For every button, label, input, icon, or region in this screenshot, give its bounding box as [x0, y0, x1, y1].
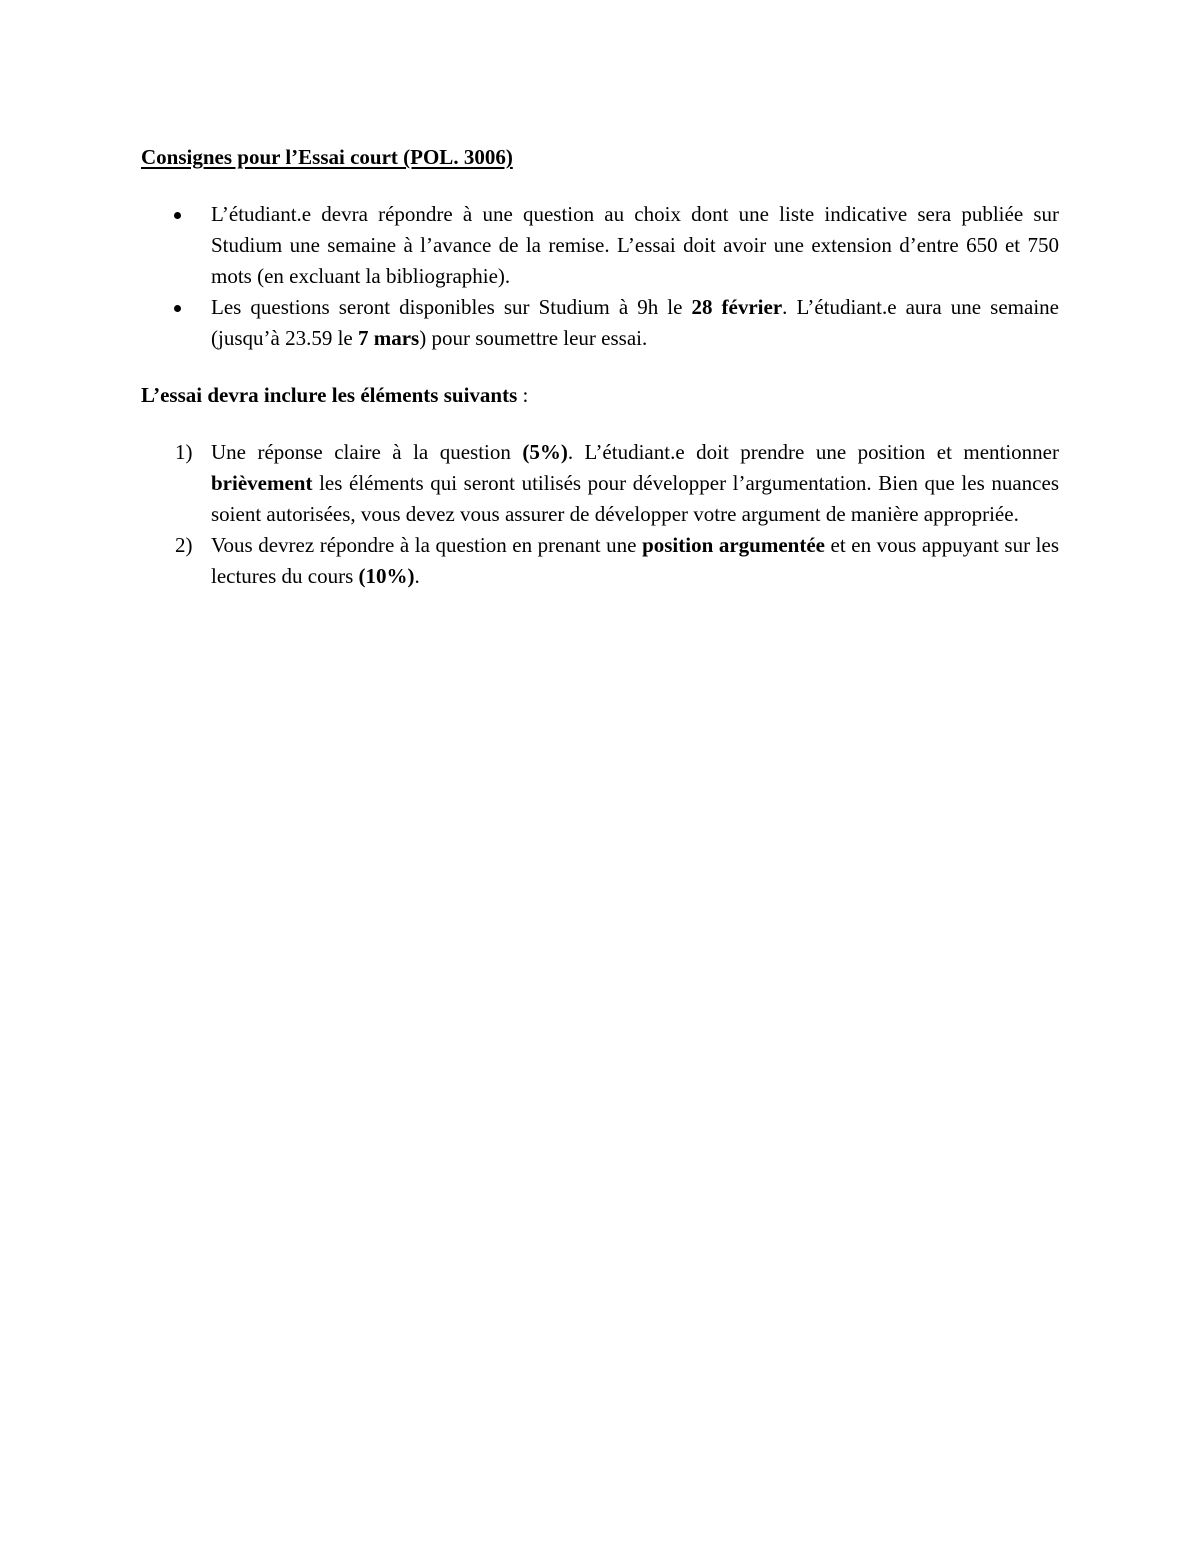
bullet-dot-icon [174, 305, 181, 312]
bullet-text: ) pour soumettre leur essai. [419, 326, 648, 350]
bullet-text: L’étudiant.e devra répondre à une question au choix dont une liste indicative sera publiée sur Studium une semaine à l’avance de la remise. L’essai doit avoir une extension d’entre 650 et 750 mots (en excluant la bibliographie). [211, 202, 1059, 288]
bullet-text: . L’étudiant.e aura une semaine (jusqu’à 23.59 le [211, 295, 1059, 350]
numbered-bold: (10%) [358, 564, 415, 588]
numbered-bold: brièvement [211, 471, 313, 495]
instructions-bullet-list [141, 199, 1059, 354]
numbered-text: Une réponse claire à la question [211, 440, 523, 464]
numbered-text: les éléments qui seront utilisés pour développer l’argumentation. Bien que les nuances soient autorisées, vous devez vous assurer de développer votre argument de manière appropriée. [211, 471, 1059, 526]
section-heading [141, 380, 1059, 411]
list-number: 2) [175, 533, 193, 557]
numbered-item [141, 437, 1059, 530]
numbered-text: . [414, 564, 420, 588]
bullet-bold-date: 28 février [691, 295, 783, 319]
numbered-item [141, 530, 1059, 592]
bullet-text: Les questions seront disponibles sur Studium à 9h le [211, 295, 692, 319]
bullet-item [141, 199, 1059, 292]
section-heading-bold: L’essai devra inclure les éléments suivants [141, 383, 518, 407]
bullet-bold-date: 7 mars [357, 326, 420, 350]
bullet-dot-icon [174, 212, 181, 219]
elements-numbered-list [141, 437, 1059, 592]
numbered-text: . L’étudiant.e doit prendre une position et mentionner [567, 440, 1059, 464]
section-heading-suffix: : [517, 383, 529, 407]
document-title: Consignes pour l’Essai court (POL. 3006) [141, 145, 513, 169]
list-number: 1) [175, 440, 193, 464]
numbered-text: et en vous appuyant sur les lectures du cours [211, 533, 1059, 588]
document-content [141, 142, 1059, 592]
bullet-item [141, 292, 1059, 354]
numbered-bold: (5%) [522, 440, 568, 464]
numbered-bold: position argumentée [642, 533, 825, 557]
numbered-text: Vous devrez répondre à la question en prenant une [211, 533, 643, 557]
